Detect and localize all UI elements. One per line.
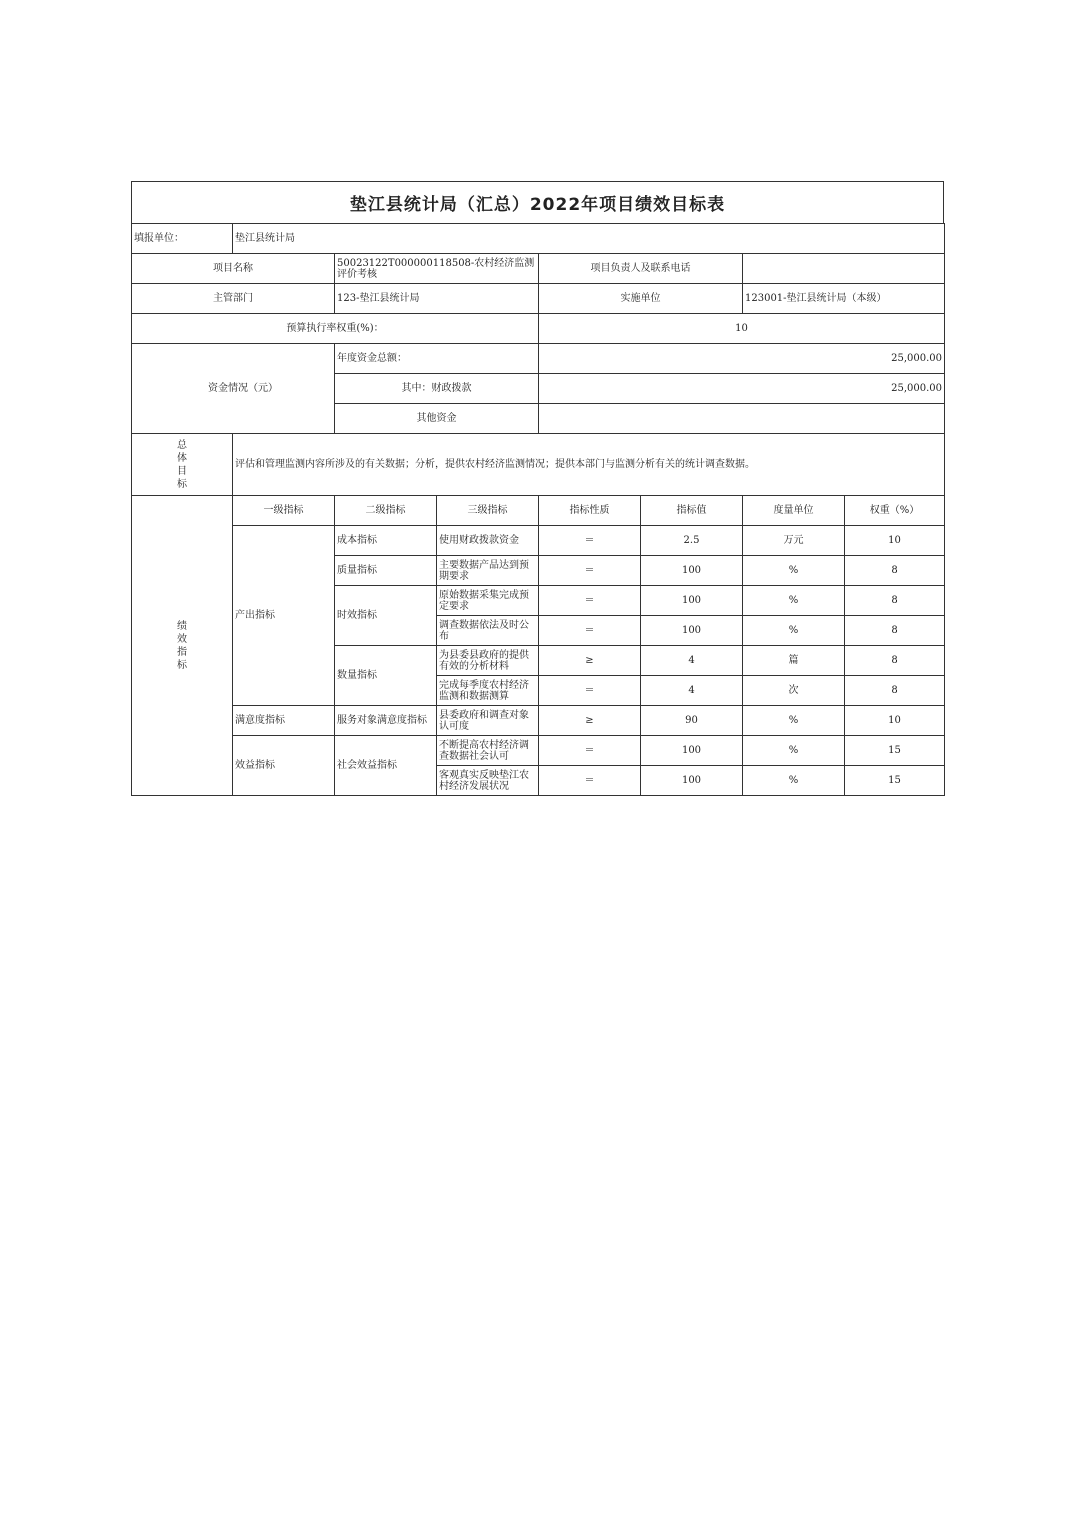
unit-cell: 万元 [743,526,845,556]
level3-cell: 调查数据依法及时公布 [437,616,539,646]
budget-weight-value: 10 [539,314,945,344]
budget-weight-label: 预算执行率权重(%)： [132,314,539,344]
funds-other-label: 其他资金 [335,404,539,434]
unit-cell: % [743,766,845,796]
level2-social-benefit: 社会效益指标 [335,736,437,796]
unit-cell: % [743,616,845,646]
value-cell: 100 [641,616,743,646]
header-level3: 三级指标 [437,496,539,526]
value-cell: 100 [641,586,743,616]
dept-label: 主管部门 [132,284,335,314]
performance-target-sheet [131,181,944,796]
impl-label: 实施单位 [539,284,743,314]
overall-label: 总体目标 [132,434,233,496]
filler-label: 填报单位： [132,224,233,254]
performance-table [131,223,945,796]
level1-output: 产出指标 [233,526,335,706]
weight-cell: 10 [845,706,945,736]
header-weight: 权重（%） [845,496,945,526]
value-cell: 100 [641,736,743,766]
level3-cell: 原始数据采集完成预定要求 [437,586,539,616]
level1-satisfaction: 满意度指标 [233,706,335,736]
dept-value: 123-垫江县统计局 [335,284,539,314]
project-name-label: 项目名称 [132,254,335,284]
level3-cell: 不断提高农村经济调查数据社会认可 [437,736,539,766]
contact-value [743,254,945,284]
header-level1: 一级指标 [233,496,335,526]
value-cell: 2.5 [641,526,743,556]
budget-weight-row [132,314,945,344]
dept-row [132,284,945,314]
contact-label: 项目负责人及联系电话 [539,254,743,284]
filler-value: 垫江县统计局 [233,224,945,254]
project-name-value: 50023122T000000118508-农村经济监测评价考核 [335,254,539,284]
impl-value: 123001-垫江县统计局（本级） [743,284,945,314]
nature-cell: ＝ [539,556,641,586]
weight-cell: 8 [845,646,945,676]
header-value: 指标值 [641,496,743,526]
weight-cell: 8 [845,586,945,616]
unit-cell: % [743,586,845,616]
funds-annual-row [132,344,945,374]
unit-cell: % [743,706,845,736]
project-name-row [132,254,945,284]
perf-label: 绩效指标 [132,496,233,796]
nature-cell: ＝ [539,526,641,556]
weight-cell: 8 [845,556,945,586]
level3-cell: 完成每季度农村经济监测和数据测算 [437,676,539,706]
table-row [132,526,945,556]
funds-annual-label: 年度资金总额： [335,344,539,374]
weight-cell: 8 [845,616,945,646]
level3-cell: 使用财政拨款资金 [437,526,539,556]
nature-cell: ＝ [539,676,641,706]
nature-cell: ＝ [539,616,641,646]
funds-other-value [539,404,945,434]
value-cell: 90 [641,706,743,736]
weight-cell: 15 [845,766,945,796]
level2-quantity: 数量指标 [335,646,437,706]
weight-cell: 8 [845,676,945,706]
value-cell: 4 [641,646,743,676]
nature-cell: ＝ [539,766,641,796]
level1-benefit: 效益指标 [233,736,335,796]
weight-cell: 15 [845,736,945,766]
level2-timeliness: 时效指标 [335,586,437,646]
perf-header-row [132,496,945,526]
unit-cell: % [743,556,845,586]
overall-row [132,434,945,496]
sheet-title: 垫江县统计局（汇总）2022年项目绩效目标表 [131,181,944,223]
nature-cell: ≥ [539,646,641,676]
level3-cell: 为县委县政府的提供有效的分析材料 [437,646,539,676]
nature-cell: ＝ [539,736,641,766]
funds-fiscal-label: 其中：财政拨款 [335,374,539,404]
funds-label: 资金情况（元） [132,344,335,434]
unit-cell: 篇 [743,646,845,676]
header-unit: 度量单位 [743,496,845,526]
level2-service-satisfaction: 服务对象满意度指标 [335,706,437,736]
header-nature: 指标性质 [539,496,641,526]
overall-text: 评估和管理监测内容所涉及的有关数据；分析，提供农村经济监测情况；提供本部门与监测分析有关的统计调查数据。 [233,434,945,496]
table-row [132,706,945,736]
level3-cell: 主要数据产品达到预期要求 [437,556,539,586]
value-cell: 100 [641,766,743,796]
weight-cell: 10 [845,526,945,556]
funds-annual-value: 25,000.00 [539,344,945,374]
unit-cell: 次 [743,676,845,706]
unit-cell: % [743,736,845,766]
level3-cell: 县委政府和调查对象认可度 [437,706,539,736]
filler-row [132,224,945,254]
nature-cell: ＝ [539,586,641,616]
level2-cost: 成本指标 [335,526,437,556]
table-row [132,736,945,766]
funds-fiscal-value: 25,000.00 [539,374,945,404]
level3-cell: 客观真实反映垫江农村经济发展状况 [437,766,539,796]
nature-cell: ≥ [539,706,641,736]
value-cell: 100 [641,556,743,586]
level2-quality: 质量指标 [335,556,437,586]
value-cell: 4 [641,676,743,706]
header-level2: 二级指标 [335,496,437,526]
